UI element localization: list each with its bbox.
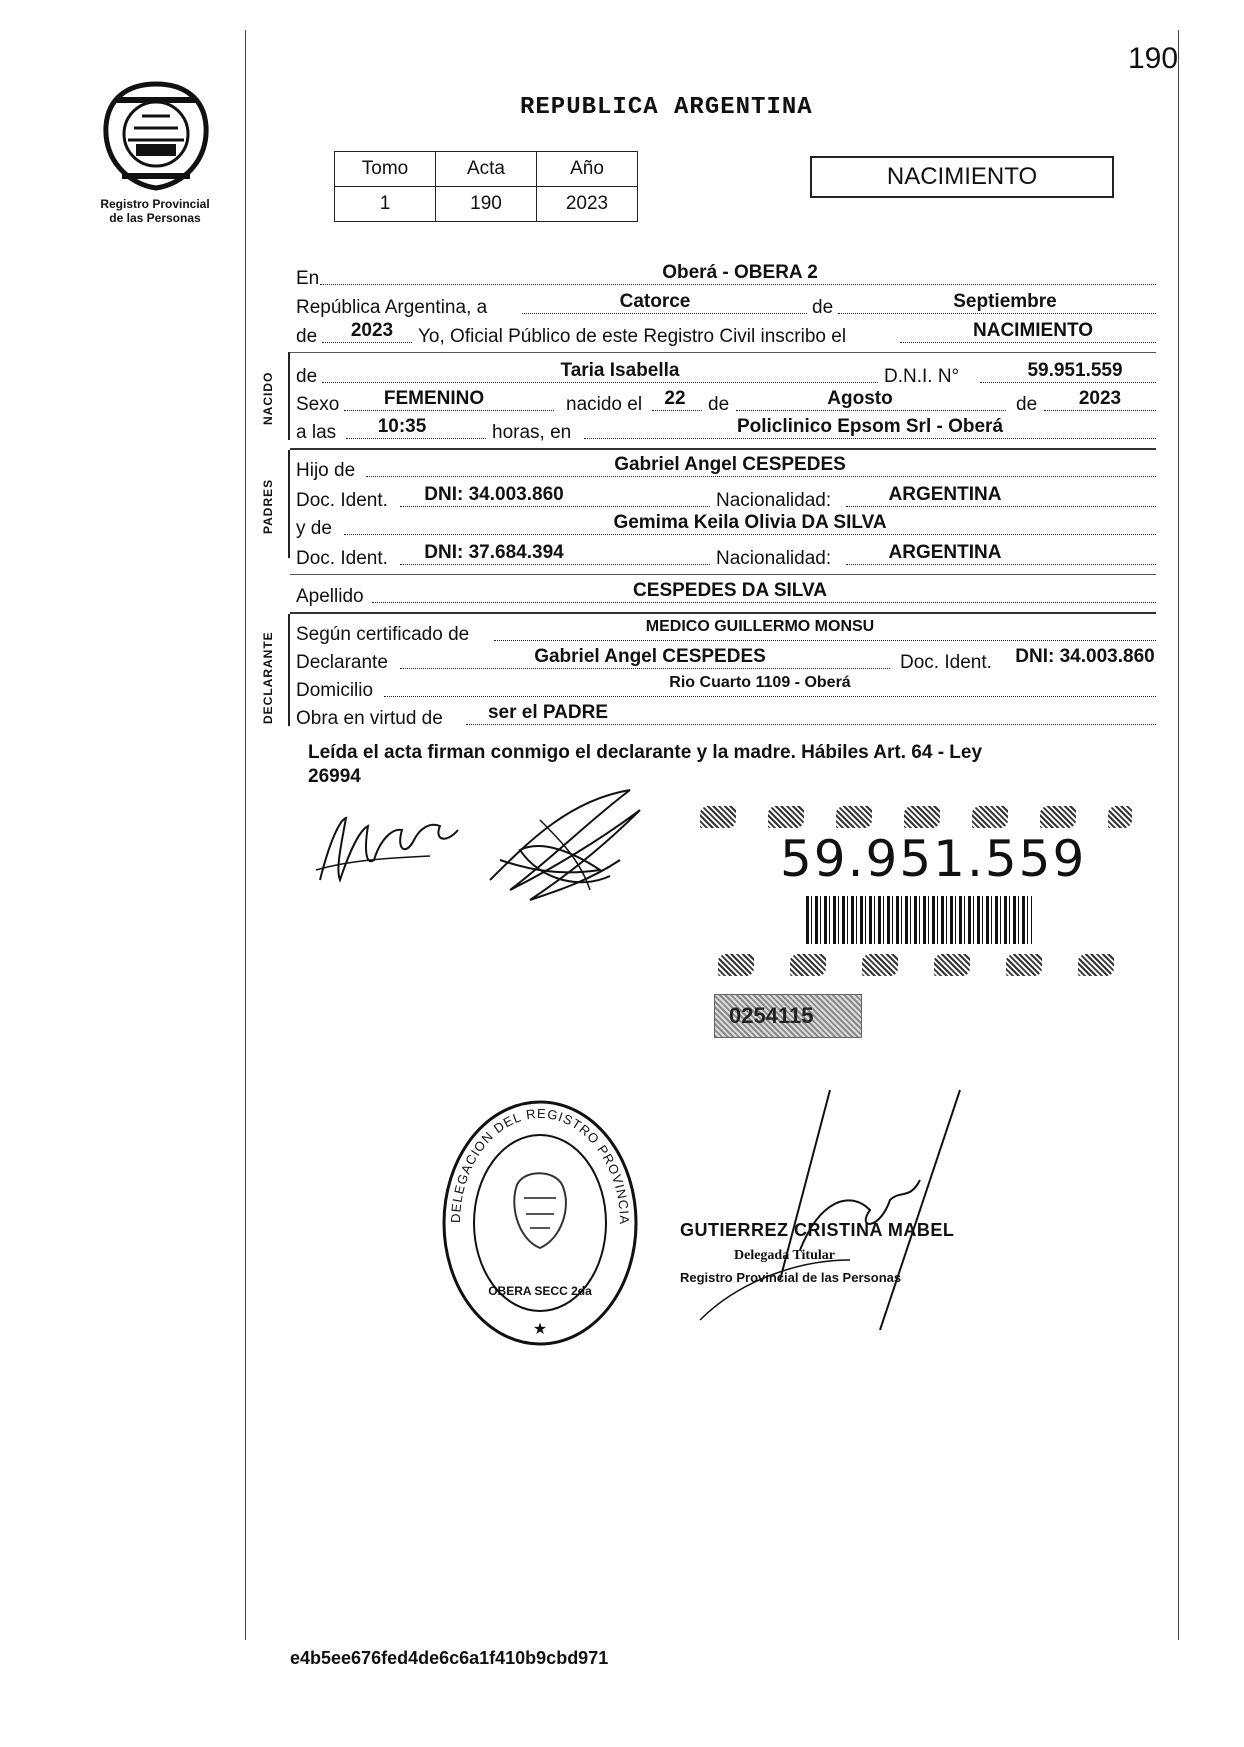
dia-dots xyxy=(522,313,807,314)
domicilio-label: Domicilio xyxy=(296,680,374,701)
acto-dots xyxy=(900,342,1156,343)
official-seal xyxy=(440,1098,640,1348)
a-las-label: a las xyxy=(296,422,337,443)
nacido-top-rule xyxy=(290,352,1156,353)
domicilio-dots xyxy=(384,696,1156,697)
record-table xyxy=(334,151,638,222)
left-margin-line xyxy=(245,30,246,1640)
page-title: REPUBLICA ARGENTINA xyxy=(520,94,813,121)
anio-header: Año xyxy=(537,152,638,187)
mes-dots xyxy=(838,313,1156,314)
mes-nac-dots xyxy=(736,410,1006,411)
padre-doc-dots xyxy=(400,506,710,507)
nacido-de-label: de xyxy=(296,366,318,387)
padres-top-rule xyxy=(290,448,1156,450)
closing-line-1: Leída el acta firman conmigo el declarante y la madre. Hábiles Art. 64 - Ley xyxy=(308,742,983,763)
declarante-nombre: Gabriel Angel CESPEDES xyxy=(534,646,766,667)
nacido-dni: 59.951.559 xyxy=(1027,360,1123,381)
de-mes-label: de xyxy=(812,297,834,318)
domicilio-value: Rio Cuarto 1109 - Oberá xyxy=(669,674,851,691)
stamp-serial-box xyxy=(714,994,862,1038)
obra-value: ser el PADRE xyxy=(487,702,609,723)
padre-nac-dots xyxy=(846,506,1156,507)
acta-header: Acta xyxy=(436,152,537,187)
acta-value: 190 xyxy=(436,187,537,222)
padre-nac-label: Nacionalidad: xyxy=(716,490,832,511)
record-type: NACIMIENTO xyxy=(886,163,1038,190)
declarante-bracket xyxy=(288,614,290,726)
svg-text:★: ★ xyxy=(532,1321,548,1338)
padre-doc-label: Doc. Ident. xyxy=(296,490,388,511)
padre-nacionalidad: ARGENTINA xyxy=(888,484,1002,505)
en-value: Oberá - OBERA 2 xyxy=(662,262,818,283)
official-org: Registro Provincial de las Personas xyxy=(680,1270,902,1285)
padres-section-label: PADRES xyxy=(261,478,275,534)
declarante-dots xyxy=(400,668,890,669)
en-dots xyxy=(320,284,1156,285)
padre-dots xyxy=(366,476,1156,477)
mes-value: Septiembre xyxy=(953,291,1057,312)
madre-doc-dots xyxy=(400,564,710,565)
tomo-value: 1 xyxy=(335,187,436,222)
official-name: GUTIERREZ CRISTINA MABEL xyxy=(680,1220,955,1240)
declarante-doc: DNI: 34.003.860 xyxy=(1015,646,1155,667)
dia-value: Catorce xyxy=(619,291,691,312)
seal-ring-text: DELEGACION DEL REGISTRO PROVINCIA xyxy=(447,1105,633,1226)
apellido-label: Apellido xyxy=(296,586,364,607)
sexo-value: FEMENINO xyxy=(383,388,485,409)
lugar-dots xyxy=(584,438,1156,439)
oficial-text: Yo, Oficial Público de este Registro Civil inscribo el xyxy=(418,326,847,347)
tomo-header: Tomo xyxy=(335,152,436,187)
madre-doc-label: Doc. Ident. xyxy=(296,548,388,569)
madre-nac-dots xyxy=(846,564,1156,565)
nacido-nombre: Taria Isabella xyxy=(560,360,680,381)
y-de-label: y de xyxy=(296,518,332,539)
nacido-el-label: nacido el xyxy=(566,394,643,415)
nombre-dots xyxy=(322,382,878,383)
anio-value: 2023 xyxy=(350,320,394,341)
stamp-pattern-top xyxy=(700,806,1156,830)
signature-2 xyxy=(470,780,650,910)
hora-dots xyxy=(346,438,486,439)
cert-dots xyxy=(494,640,1156,641)
sexo-dots xyxy=(344,410,554,411)
republica-label: República Argentina, a xyxy=(296,297,488,318)
dni-label: D.N.I. N° xyxy=(884,366,960,387)
official-role: Delegada Titular xyxy=(734,1248,835,1263)
obra-label: Obra en virtud de xyxy=(296,708,443,729)
barcode xyxy=(806,896,1032,944)
stamp-serial: 0254115 xyxy=(729,1003,814,1028)
acto-value: NACIMIENTO xyxy=(973,320,1093,341)
closing-line-2: 26994 xyxy=(308,766,361,787)
nacido-hora: 10:35 xyxy=(377,416,427,437)
signature-1 xyxy=(310,800,470,890)
page-number: 190 xyxy=(1128,42,1179,75)
right-margin-line xyxy=(1178,30,1179,1640)
en-label: En xyxy=(296,268,320,289)
sexo-label: Sexo xyxy=(296,394,340,415)
anio-nac-dots xyxy=(1044,410,1156,411)
de-anio-label: de xyxy=(296,326,318,347)
province-logo xyxy=(98,80,214,192)
stamp-pattern-bottom xyxy=(718,952,1158,980)
nacido-anio: 2023 xyxy=(1078,388,1122,409)
dia-nac-dots xyxy=(652,410,702,411)
horas-en-label: horas, en xyxy=(492,422,572,443)
dni-dots xyxy=(980,382,1156,383)
obra-dots xyxy=(466,724,1156,725)
nacido-dia: 22 xyxy=(664,388,686,409)
padres-bracket xyxy=(288,450,290,558)
logo-label-1: Registro Provincial xyxy=(100,197,210,211)
nacido-bracket xyxy=(288,352,290,440)
madre-nac-label: Nacionalidad: xyxy=(716,548,832,569)
logo-label-2: de las Personas xyxy=(109,211,201,225)
madre-dots xyxy=(344,534,1156,535)
padre-nombre: Gabriel Angel CESPEDES xyxy=(614,454,846,475)
apellido-value: CESPEDES DA SILVA xyxy=(633,580,827,601)
anio-dots xyxy=(322,342,412,343)
cert-value: MEDICO GUILLERMO MONSU xyxy=(645,618,875,635)
declarante-doc-label: Doc. Ident. xyxy=(900,652,992,673)
declarante-section-label: DECLARANTE xyxy=(261,631,275,724)
nacido-section-label: NACIDO xyxy=(261,371,275,425)
official-signature xyxy=(680,1080,980,1340)
anio-value: 2023 xyxy=(537,187,638,222)
record-type-box xyxy=(810,156,1114,198)
document-hash: e4b5ee676fed4de6c6a1f410b9cbd971 xyxy=(290,1648,609,1668)
padre-doc: DNI: 34.003.860 xyxy=(424,484,564,505)
madre-nombre: Gemima Keila Olivia DA SILVA xyxy=(613,512,887,533)
hijo-de-label: Hijo de xyxy=(296,460,356,481)
apellido-dots xyxy=(372,602,1156,603)
padres-bottom-rule xyxy=(290,574,1156,575)
nacido-mes: Agosto xyxy=(827,388,893,409)
nacido-lugar: Policlinico Epsom Srl - Oberá xyxy=(736,416,1004,437)
madre-doc: DNI: 37.684.394 xyxy=(424,542,564,563)
cert-label: Según certificado de xyxy=(296,624,470,645)
declarante-label: Declarante xyxy=(296,652,388,673)
nacido-de-mes-label: de xyxy=(708,394,730,415)
stamp-number: 59.951.559 xyxy=(780,830,1087,888)
madre-nacionalidad: ARGENTINA xyxy=(888,542,1002,563)
seal-inner-text: OBERA SECC 2da xyxy=(488,1284,592,1298)
declarante-top-rule xyxy=(290,612,1156,614)
nacido-de-anio-label: de xyxy=(1016,394,1038,415)
